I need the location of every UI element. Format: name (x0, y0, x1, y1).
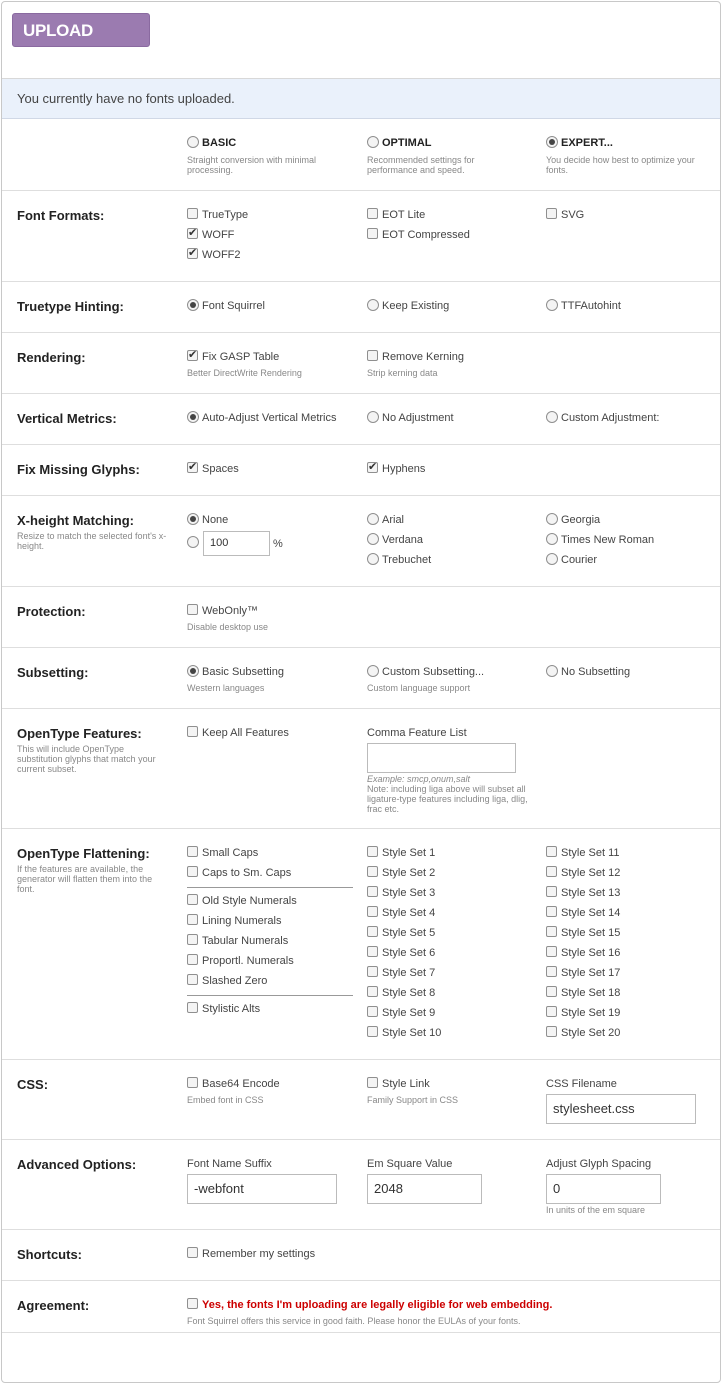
opentype-features-row: OpenType Features: This will include OpenType substitution glyphs that match your current subset. Keep All Features Comma Feature List Example: smcp,onum,salt Note: including liga above will subset all ligature-type features including liga, dlig, frac etc. (2, 709, 721, 829)
feature-list-label: Comma Feature List (367, 727, 467, 739)
rendering-label: Rendering: (17, 350, 86, 365)
xheight-label: X-height Matching: (17, 513, 134, 528)
upload-fonts-button[interactable] (12, 13, 150, 74)
subsetting-label: Subsetting: (17, 665, 89, 680)
divider (187, 995, 353, 996)
glyph-spacing-input[interactable]: 0 (546, 1174, 661, 1204)
agreement-label: Agreement: (17, 1298, 90, 1313)
vertical-metrics-label: Vertical Metrics: (17, 411, 117, 426)
em-square-input[interactable]: 2048 (367, 1174, 482, 1204)
xheight-percent-sign: % (273, 538, 283, 550)
rendering-row: Rendering: ✔ Fix GASP Table Better DirectWrite Rendering Remove Kerning Strip kerning data (2, 333, 721, 394)
vertical-metrics-row: Vertical Metrics: Auto-Adjust Vertical Metrics No Adjustment Custom Adjustment: (2, 394, 721, 445)
css-row: CSS: Base64 Encode Embed font in CSS Style Link Family Support in CSS CSS Filename stylesheet.css (2, 1060, 721, 1140)
missing-glyphs-label: Fix Missing Glyphs: (17, 462, 140, 477)
custom-subsetting-desc: Custom language support (367, 683, 471, 693)
base64-desc: Embed font in CSS (187, 1095, 264, 1105)
font-name-suffix-input[interactable]: -webfont (187, 1174, 337, 1204)
hinting-label: Truetype Hinting: (17, 299, 124, 314)
opentype-flattening-row: OpenType Flattening: If the features are available, the generator will flatten them into the font. Small Caps Caps to Sm. Caps Old Style Numerals Lining Numerals Tabular Numerals Proportl. Numerals Slashed Zero Stylistic Alts Style Set 1 Style Set 2 Style Set 3 Style Set 4 Style Set 5 Style Set 6 Style Set 7 Style Set 8 Style Set 9 Style Set 10 Style Set 11 Style Set 12 Style Set 13 Style Set 14 Style Set 15 Style Set 16 Style Set 17 Style Set 18 Style Set 19 Style Set 20 (2, 829, 721, 1060)
css-filename-label: CSS Filename (546, 1078, 617, 1090)
style-link-desc: Family Support in CSS (367, 1095, 459, 1105)
feature-list-input[interactable] (367, 743, 516, 773)
agreement-row: Agreement: Yes, the fonts I'm uploading are legally eligible for web embedding. Font Squirrel offers this service in good faith. Please honor the EULAs of your fonts. (2, 1281, 721, 1333)
em-square-label: Em Square Value (367, 1158, 453, 1170)
generator-panel (1, 1, 721, 1383)
advanced-options-label: Advanced Options: (17, 1157, 137, 1172)
shortcuts-row: Shortcuts: Remember my settings (2, 1230, 721, 1281)
css-filename-input[interactable]: stylesheet.css (546, 1094, 696, 1124)
no-fonts-notice: You currently have no fonts uploaded. (2, 79, 720, 119)
glyph-spacing-label: Adjust Glyph Spacing (546, 1158, 652, 1170)
advanced-options-row (2, 1140, 721, 1230)
basic-subsetting-desc: Western languages (187, 683, 265, 693)
shortcuts-label: Shortcuts: (17, 1247, 82, 1262)
divider (187, 887, 353, 888)
opentype-features-label: OpenType Features: (17, 726, 142, 741)
feature-list-note: Note: including liga above will subset all ligature-type features including liga, dlig, frac etc. (367, 784, 528, 814)
upload-area (2, 2, 720, 79)
xheight-row: X-height Matching: Resize to match the selected font's x-height. None 100 % Arial Verdana Trebuchet Georgia Times New Roman Courier (2, 496, 721, 587)
feature-list-example: Example: smcp,onum,salt (367, 774, 471, 784)
opentype-features-desc: This will include OpenType substitution glyphs that match your current subset. (17, 744, 156, 774)
xheight-desc: Resize to match the selected font's x-height. (17, 531, 167, 551)
xheight-percent-input[interactable]: 100 (203, 531, 270, 556)
glyph-spacing-desc: In units of the em square (546, 1205, 646, 1215)
mode-basic-desc: Straight conversion with minimal processing. (187, 155, 317, 175)
font-name-suffix-label: Font Name Suffix (187, 1158, 272, 1170)
missing-glyphs-row: Fix Missing Glyphs: ✔ Spaces ✔ Hyphens (2, 445, 721, 496)
opentype-flattening-desc: If the features are available, the generator will flatten them into the font. (17, 864, 153, 894)
webonly-desc: Disable desktop use (187, 622, 269, 632)
upload-fonts-label: UPLOAD FONTS (23, 21, 93, 74)
remove-kerning-desc: Strip kerning data (367, 368, 438, 378)
protection-row: Protection: WebOnly™ Disable desktop use (2, 587, 721, 648)
protection-label: Protection: (17, 604, 86, 619)
mode-row: BASIC Straight conversion with minimal processing. OPTIMAL Recommended settings for performance and speed. EXPERT... You decide how best to optimize your fonts. (2, 120, 721, 191)
css-label: CSS: (17, 1077, 49, 1092)
mode-optimal-desc: Recommended settings for performance and speed. (367, 155, 475, 175)
font-formats-label: Font Formats: (17, 208, 105, 223)
mode-expert-desc: You decide how best to optimize your fonts. (546, 155, 695, 175)
hinting-row: Truetype Hinting: Font Squirrel Keep Existing TTFAutohint (2, 282, 721, 333)
subsetting-row: Subsetting: Basic Subsetting Western languages Custom Subsetting... Custom language support No Subsetting (2, 648, 721, 709)
fix-gasp-desc: Better DirectWrite Rendering (187, 368, 302, 378)
arrow-up-icon: ↑ (83, 57, 90, 73)
agreement-desc: Font Squirrel offers this service in good faith. Please honor the EULAs of your fonts. (187, 1316, 521, 1326)
font-formats-row: Font Formats: TrueType ✔ WOFF ✔ WOFF2 EOT Lite EOT Compressed SVG (2, 191, 721, 282)
opentype-flattening-label: OpenType Flattening: (17, 846, 150, 861)
